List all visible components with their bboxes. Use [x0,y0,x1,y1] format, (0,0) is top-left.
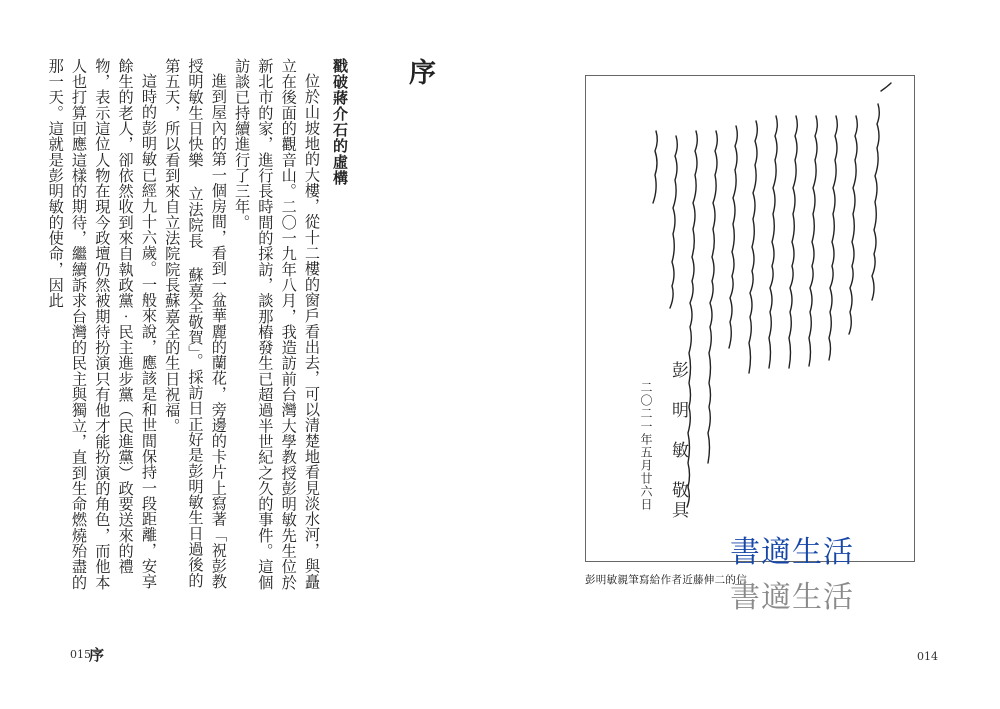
paragraph-1: 位於山坡地的大樓，從十二樓的窗戶看出去，可以清楚地看見淡水河，與矗立在後面的觀音山。二〇一九年八月，我造訪前台灣大學教授彭明敏先生位於新北市的家，進行長時間的採訪，談那樁發生已超過半世紀之久的事件。這個訪談已持續進行了三年。 [233,58,321,591]
chapter-title: 序 [404,58,435,89]
watermark-blue: 書適生活 [730,535,854,570]
letter-signature: 彭 明 敏 敬具 [668,361,688,521]
handwritten-letter-photo [585,75,915,562]
handwriting-scribbles [586,76,914,561]
body-text [46,58,323,603]
folio-left-title: 序 [89,646,105,664]
folio-right-number: 014 [917,650,938,663]
watermark-grey: 書適生活 [730,580,854,615]
section-subtitle: 戳破蔣介石的虛構 [331,58,349,186]
folio-left-number: 015 [70,648,91,661]
letter-date: 二〇二一年五月廿六日 [639,381,653,511]
paragraph-2: 進到屋內的第一個房間，看到一盆華麗的蘭花，旁邊的卡片上寫著「祝彭教授明敏生日快樂 立法院長 蘇嘉全敬賀」。採訪日正好是彭明敏生日過後的第五天，所以看到來自立法院院長蘇嘉全的生日祝福。 [163,58,228,590]
paragraph-3: 這時的彭明敏已經九十六歲。一般來說，應該是和世間保持一段距離，安享餘生的老人，卻依然收到來自執政黨‧民主進步黨（民進黨）政要送來的禮物，表示這位人物在現今政壇仍然被期待扮演只有他才能扮演的角色，而他本人也打算回應這樣的期待，繼續訴求台灣的民主與獨立，直到生命燃燒殆盡的那一天。這就是彭明敏的使命，因此 [46,58,158,591]
letter-caption: 彭明敏親筆寫給作者近藤伸二的信 [585,574,747,586]
